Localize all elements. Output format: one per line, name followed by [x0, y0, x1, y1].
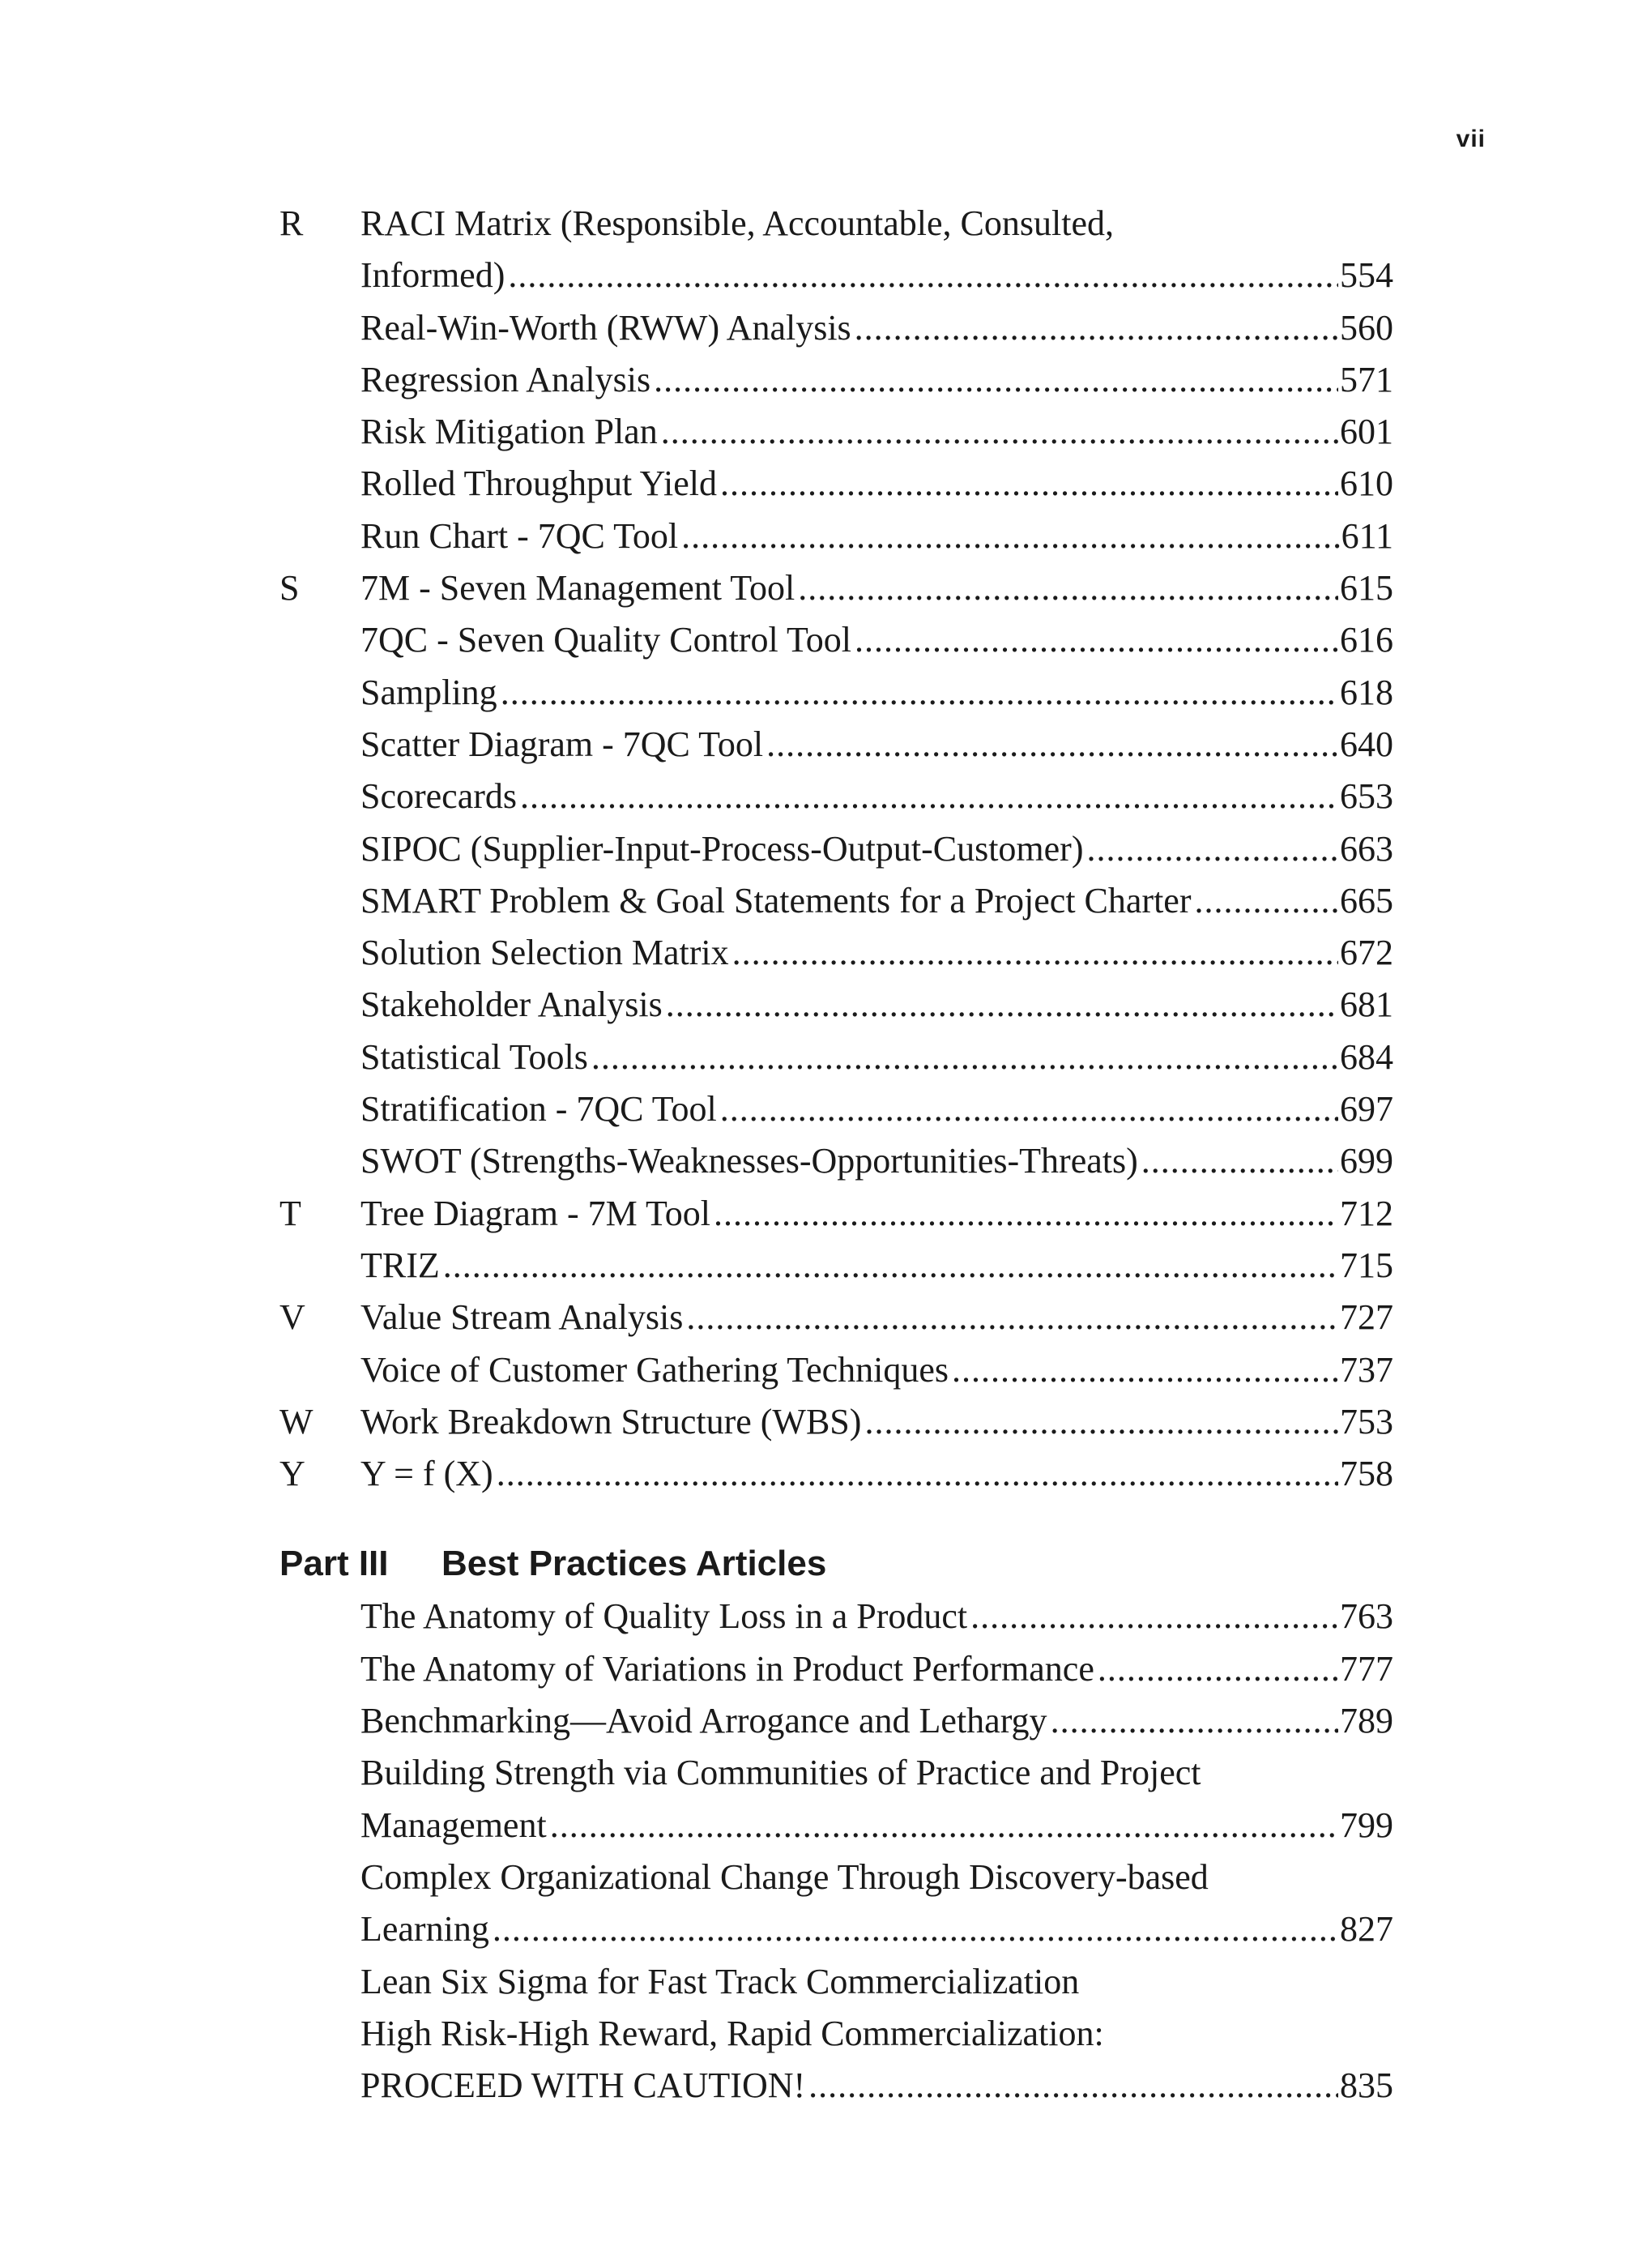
entry-title: The Anatomy of Quality Loss in a Product: [360, 1596, 968, 1637]
entry-title: Complex Organizational Change Through Discovery-based: [360, 1856, 1209, 1897]
entry-title: Run Chart - 7QC Tool: [360, 515, 679, 556]
dot-leader: [501, 667, 1338, 719]
entry-page-number: 763: [1340, 1596, 1393, 1637]
dot-leader: [520, 771, 1338, 822]
entry-body: [360, 2008, 1393, 2060]
entry-body: [360, 250, 1393, 301]
entry-page-number: 727: [1340, 1297, 1393, 1338]
entry-body: [360, 1695, 1393, 1747]
part-label: Part III: [279, 1544, 389, 1584]
section-letter: T: [279, 1193, 301, 1233]
toc-entry: [279, 1135, 1393, 1187]
toc-entry: [279, 1643, 1393, 1695]
dot-leader: [808, 2060, 1338, 2112]
entry-page-number: 616: [1340, 620, 1393, 660]
section-letter: S: [279, 568, 300, 609]
entry-page-number: 737: [1340, 1349, 1393, 1390]
toc-entry: [279, 1240, 1393, 1292]
dot-leader: [855, 614, 1338, 666]
entry-body: [360, 1903, 1393, 1955]
dot-leader: [798, 562, 1338, 614]
dot-leader: [661, 406, 1338, 458]
entry-page-number: 653: [1340, 776, 1393, 817]
entry-title: Tree Diagram - 7M Tool: [360, 1193, 710, 1233]
entry-body: [360, 1135, 1393, 1187]
toc-entry: [279, 614, 1393, 666]
dot-leader: [493, 1903, 1338, 1955]
entry-page-number: 618: [1340, 672, 1393, 712]
entry-page-number: 611: [1341, 515, 1393, 556]
toc-entry: [279, 719, 1393, 771]
entry-body: [360, 979, 1393, 1031]
entry-body: [360, 823, 1393, 875]
entry-page-number: 665: [1340, 880, 1393, 920]
dot-leader: [1195, 875, 1339, 927]
entry-body: [360, 562, 1393, 614]
entry-body: [360, 1344, 1393, 1396]
entry-title: Benchmarking—Avoid Arrogance and Lethargy: [360, 1701, 1047, 1741]
entry-title: Regression Analysis: [360, 359, 651, 399]
entry-title: PROCEED WITH CAUTION!: [360, 2065, 806, 2106]
toc-entry: [279, 406, 1393, 458]
entry-page-number: 777: [1340, 1648, 1393, 1689]
dot-leader: [497, 1448, 1338, 1500]
entry-page-number: 554: [1340, 255, 1393, 296]
toc-entry: [279, 771, 1393, 822]
entry-body: [360, 302, 1393, 354]
toc-entry: [279, 458, 1393, 510]
dot-leader: [732, 927, 1338, 979]
entry-title: Stratification - 7QC Tool: [360, 1089, 717, 1130]
toc-entry: [279, 1956, 1393, 2008]
toc-entry: [279, 250, 1393, 301]
entry-body: [360, 1643, 1393, 1695]
dot-leader: [654, 354, 1338, 406]
dot-leader: [591, 1031, 1338, 1083]
entry-body: [360, 1031, 1393, 1083]
toc-entry: [279, 1448, 1393, 1500]
entry-page-number: 571: [1340, 359, 1393, 399]
entry-title: Stakeholder Analysis: [360, 985, 663, 1025]
dot-leader: [864, 1396, 1338, 1448]
entry-title: 7M - Seven Management Tool: [360, 568, 795, 609]
entry-title: Lean Six Sigma for Fast Track Commercialization: [360, 1961, 1080, 2001]
part-header: [279, 1537, 1393, 1591]
entry-body: [360, 1956, 1393, 2008]
entry-body: [360, 1292, 1393, 1343]
entry-body: [360, 1083, 1393, 1135]
page-number: vii: [1456, 126, 1486, 152]
entry-body: [360, 719, 1393, 771]
dot-leader: [681, 510, 1340, 562]
toc-entry: [279, 562, 1393, 614]
dot-leader: [952, 1344, 1338, 1396]
toc-entry: [279, 1747, 1393, 1799]
section-letter: W: [279, 1401, 313, 1442]
entry-title: 7QC - Seven Quality Control Tool: [360, 620, 851, 660]
entry-title: Solution Selection Matrix: [360, 933, 729, 973]
entry-title: The Anatomy of Variations in Product Performance: [360, 1648, 1094, 1689]
dot-leader: [1098, 1643, 1338, 1695]
entry-title: Real-Win-Worth (RWW) Analysis: [360, 307, 851, 348]
entry-page-number: 672: [1340, 933, 1393, 973]
entry-title: Rolled Throughput Yield: [360, 463, 717, 504]
entry-page-number: 699: [1340, 1141, 1393, 1181]
toc-entry: [279, 1188, 1393, 1240]
entry-title: Informed): [360, 255, 505, 296]
entry-body: [360, 667, 1393, 719]
entry-title: SIPOC (Supplier-Input-Process-Output-Customer): [360, 828, 1084, 869]
entry-page-number: 681: [1340, 985, 1393, 1025]
entry-title: High Risk-High Reward, Rapid Commercialization:: [360, 2013, 1104, 2053]
toc-entry: [279, 1083, 1393, 1135]
entry-page-number: 697: [1340, 1089, 1393, 1130]
toc-entry: [279, 2008, 1393, 2060]
dot-leader: [508, 250, 1338, 301]
entry-body: [360, 927, 1393, 979]
entry-page-number: 615: [1340, 568, 1393, 609]
entry-page-number: 789: [1340, 1701, 1393, 1741]
entry-title: SMART Problem & Goal Statements for a Project Charter: [360, 880, 1192, 920]
entry-page-number: 610: [1340, 463, 1393, 504]
entry-title: Work Breakdown Structure (WBS): [360, 1401, 862, 1442]
entry-title: Voice of Customer Gathering Techniques: [360, 1349, 949, 1390]
toc-entry: [279, 1396, 1393, 1448]
entry-body: [360, 354, 1393, 406]
dot-leader: [666, 979, 1338, 1031]
entry-title: SWOT (Strengths-Weaknesses-Opportunities-Threats): [360, 1141, 1138, 1181]
dot-leader: [550, 1800, 1338, 1852]
entry-body: [360, 1800, 1393, 1852]
entry-body: [360, 1240, 1393, 1292]
dot-leader: [1141, 1135, 1338, 1187]
toc-entry: [279, 1591, 1393, 1642]
dot-leader: [714, 1188, 1338, 1240]
entry-title: RACI Matrix (Responsible, Accountable, Consulted,: [360, 203, 1114, 243]
toc-entry: [279, 2060, 1393, 2112]
entry-title: Scatter Diagram - 7QC Tool: [360, 724, 764, 764]
toc-entry: [279, 1903, 1393, 1955]
entry-body: [360, 1747, 1393, 1799]
entry-body: [360, 458, 1393, 510]
entry-body: [360, 614, 1393, 666]
toc-entry: [279, 302, 1393, 354]
entry-page-number: 753: [1340, 1401, 1393, 1442]
dot-leader: [766, 719, 1338, 771]
entry-body: [360, 406, 1393, 458]
entry-title: Management: [360, 1805, 547, 1845]
entry-body: [360, 510, 1393, 562]
entry-title: Risk Mitigation Plan: [360, 412, 658, 452]
dot-leader: [855, 302, 1338, 354]
toc-entry: [279, 198, 1393, 250]
toc-entry: [279, 1852, 1393, 1903]
entry-page-number: 560: [1340, 307, 1393, 348]
entry-body: [360, 198, 1393, 250]
part-title: Best Practices Articles: [441, 1544, 827, 1584]
dot-leader: [686, 1292, 1338, 1343]
dot-leader: [720, 458, 1338, 510]
entry-page-number: 758: [1340, 1454, 1393, 1494]
entry-title: Sampling: [360, 672, 497, 712]
dot-leader: [1086, 823, 1338, 875]
entry-page-number: 715: [1340, 1245, 1393, 1285]
entry-body: [360, 1448, 1393, 1500]
entry-page-number: 684: [1340, 1036, 1393, 1077]
toc-entry: [279, 875, 1393, 927]
entry-title: Learning: [360, 1909, 489, 1950]
entry-body: [360, 1852, 1393, 1903]
toc-entry: [279, 354, 1393, 406]
entry-page-number: 663: [1340, 828, 1393, 869]
entry-body: [360, 771, 1393, 822]
entry-body: [360, 2060, 1393, 2112]
entry-page-number: 712: [1340, 1193, 1393, 1233]
toc-entry: [279, 979, 1393, 1031]
toc-entry: [279, 1292, 1393, 1343]
entry-title: Value Stream Analysis: [360, 1297, 684, 1338]
entry-body: [360, 1188, 1393, 1240]
toc-entry: [279, 1344, 1393, 1396]
toc-entry: [279, 667, 1393, 719]
entry-page-number: 827: [1340, 1909, 1393, 1950]
toc-entry: [279, 927, 1393, 979]
entry-body: [360, 1396, 1393, 1448]
entry-body: [360, 1591, 1393, 1642]
entry-body: [360, 875, 1393, 927]
part-entries: [279, 1591, 1393, 2112]
entry-title: Building Strength via Communities of Practice and Project: [360, 1753, 1201, 1793]
section-letter: V: [279, 1297, 305, 1338]
dot-leader: [1051, 1695, 1338, 1747]
toc-entry: [279, 1031, 1393, 1083]
entry-title: Statistical Tools: [360, 1036, 588, 1077]
section-letter: R: [279, 203, 304, 243]
entry-title: Scorecards: [360, 776, 518, 817]
entry-title: TRIZ: [360, 1245, 440, 1285]
entry-page-number: 799: [1340, 1805, 1393, 1845]
entry-page-number: 640: [1340, 724, 1393, 764]
entry-page-number: 835: [1340, 2065, 1393, 2106]
toc-entry: [279, 1695, 1393, 1747]
entry-title: Y = f (X): [360, 1454, 493, 1494]
toc-entry: [279, 1800, 1393, 1852]
dot-leader: [443, 1240, 1338, 1292]
section-letter: Y: [279, 1454, 305, 1494]
dot-leader: [720, 1083, 1338, 1135]
table-of-contents: [279, 198, 1393, 2112]
entry-page-number: 601: [1340, 412, 1393, 452]
dot-leader: [970, 1591, 1338, 1642]
toc-sections: [279, 198, 1393, 1500]
toc-entry: [279, 510, 1393, 562]
toc-entry: [279, 823, 1393, 875]
